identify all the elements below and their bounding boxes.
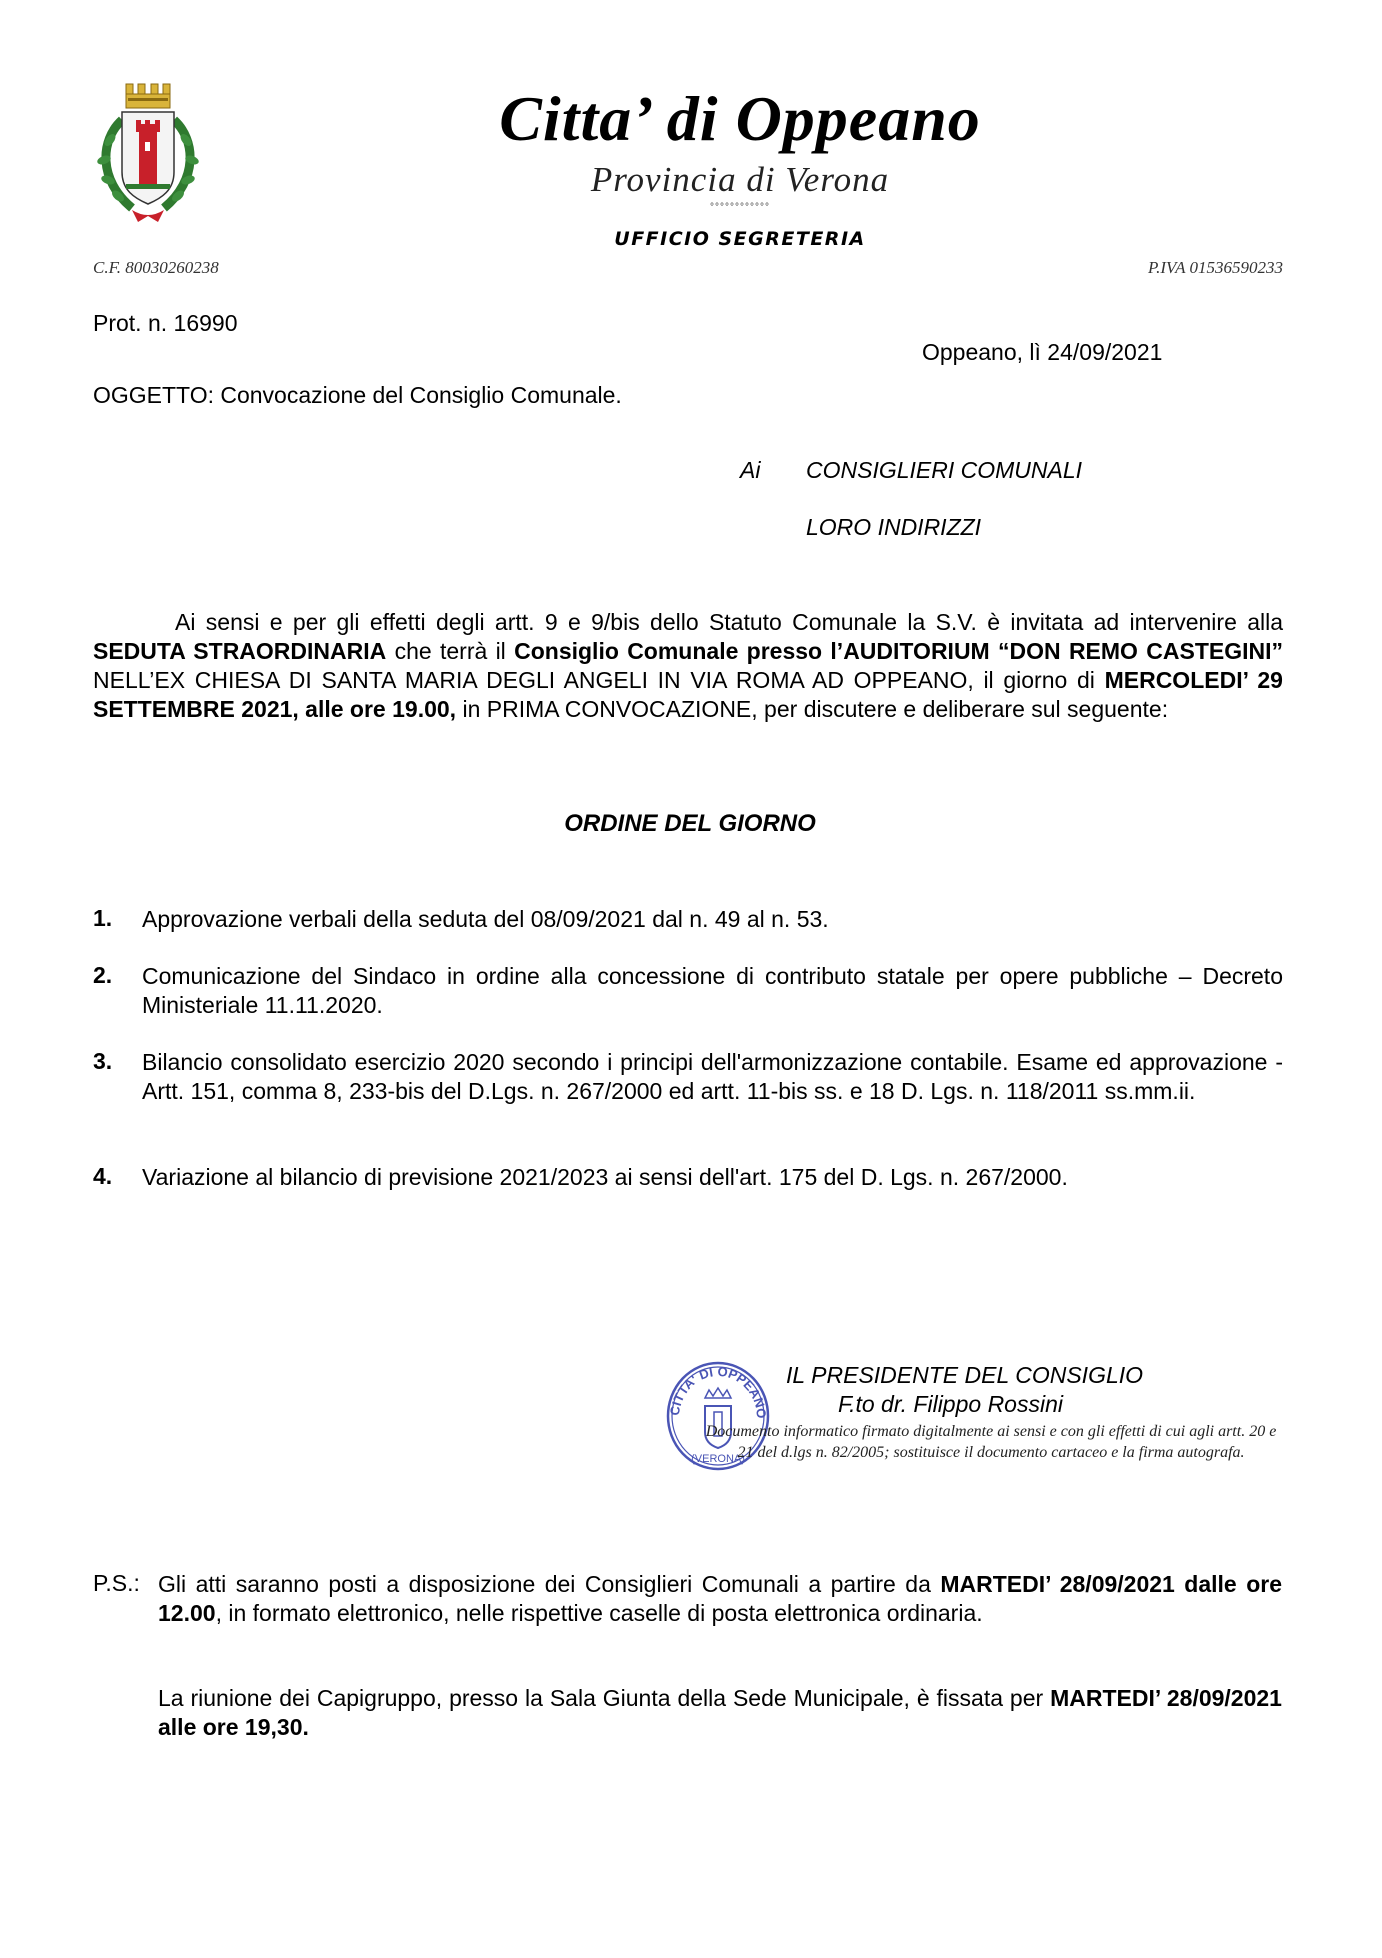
agenda-item-number: 3. [93, 1048, 113, 1074]
vat-number: P.IVA 01536590233 [1147, 258, 1283, 277]
subject-line: OGGETTO: Convocazione del Consiglio Comunale. [93, 382, 622, 408]
signatory-name: F.to dr. Filippo Rossini [838, 1391, 1063, 1417]
agenda-item-text: Approvazione verbali della seduta del 08/09/2021 dal n. 49 al n. 53. [142, 906, 829, 932]
agenda-item-text: Comunicazione del Sindaco in ordine alla concessione di contributo statale per opere pubbliche – Decreto Ministeriale 11.11.2020. [142, 963, 1283, 1018]
body-bold-3: MERCOLEDI’ 29 SETTEMBRE 2021, alle ore 19.00, [93, 667, 1283, 722]
fiscal-code: C.F. 80030260238 [93, 258, 219, 277]
agenda-item-text: Variazione al bilancio di previsione 2021/2023 ai sensi dell'art. 175 del D. Lgs. n. 267/2000. [142, 1164, 1068, 1190]
agenda-item-text: Bilancio consolidato esercizio 2020 secondo i principi dell'armonizzazione contabile. Esame ed approvazione - Artt. 151, comma 8, 233-bis del D.Lgs. n. 267/2000 ed artt. 11-bis ss. e 18 D. Lgs. n. 118/2011 ss.mm.ii. [142, 1049, 1283, 1104]
agenda-item [93, 962, 1283, 1020]
body-text-3: NELL’EX CHIESA DI SANTA MARIA DEGLI ANGELI IN VIA ROMA AD OPPEANO, il giorno di [93, 667, 1105, 693]
meeting-text: La riunione dei Capigruppo, presso la Sala Giunta della Sede Municipale, è fissata per [158, 1685, 1051, 1711]
group-leaders-meeting [158, 1684, 1282, 1742]
body-bold-1: SEDUTA STRAORDINARIA [93, 638, 387, 664]
seal-subtext: (VERONA) [691, 1453, 745, 1465]
seal-text: CITTA' DI OPPEANO [666, 1363, 770, 1420]
body-text-2: che terrà il [386, 638, 515, 664]
agenda-item-number: 2. [93, 962, 113, 988]
protocol-number: Prot. n. 16990 [93, 310, 238, 336]
recipient-line-1: CONSIGLIERI COMUNALI [806, 457, 1083, 483]
place-date: Oppeano, lì 24/09/2021 [922, 339, 1163, 365]
postscript-bold-1: MARTEDI’ 28/09/2021 dalle ore 12.00 [158, 1571, 1282, 1626]
agenda-item [93, 1048, 1283, 1106]
city-title: Citta’ di Oppeano [499, 83, 981, 154]
province-subtitle: Provincia di Verona [590, 160, 890, 199]
body-text-4: in PRIMA CONVOCAZIONE, per discutere e deliberare sul seguente: [456, 696, 1169, 722]
meeting-bold: MARTEDI’ 28/09/2021 alle ore 19,30. [158, 1685, 1282, 1740]
agenda-item [93, 905, 1283, 934]
postscript-label: P.S.: [93, 1570, 140, 1596]
recipient-line-2: LORO INDIRIZZI [806, 514, 982, 540]
office-name: UFFICIO SEGRETERIA [614, 228, 866, 250]
svg-text:CITTA' DI OPPEANO [667, 1364, 769, 1419]
body-text-1: Ai sensi e per gli effetti degli artt. 9 e 9/bis dello Statuto Comunale la S.V. è invitata ad intervenire alla [175, 609, 1283, 635]
decorative-dots: °°°°°°°°°°°° [710, 202, 770, 213]
signatory-role: IL PRESIDENTE DEL CONSIGLIO [786, 1362, 1144, 1388]
recipient-prefix: Ai [740, 457, 761, 483]
digital-signature-note: Documento informatico firmato digitalmente ai sensi e con gli effetti di cui agli artt. 20 e 21 del d.lgs n. 82/2005; sostituisce il documento cartaceo e la firma autografa. [705, 1423, 1277, 1461]
postscript-text-1: Gli atti saranno posti a disposizione dei Consiglieri Comunali a partire da [158, 1571, 941, 1597]
body-bold-2: Consiglio Comunale presso l’AUDITORIUM “DON REMO CASTEGINI” [514, 638, 1283, 664]
agenda-item-number: 4. [93, 1163, 113, 1189]
agenda-title: ORDINE DEL GIORNO [564, 810, 816, 837]
postscript-text [158, 1570, 1282, 1628]
agenda-item-number: 1. [93, 905, 113, 931]
convocation-paragraph [93, 608, 1283, 724]
postscript-text-2: , in formato elettronico, nelle rispettive caselle di posta elettronica ordinaria. [215, 1600, 983, 1626]
agenda-item [93, 1163, 1283, 1192]
